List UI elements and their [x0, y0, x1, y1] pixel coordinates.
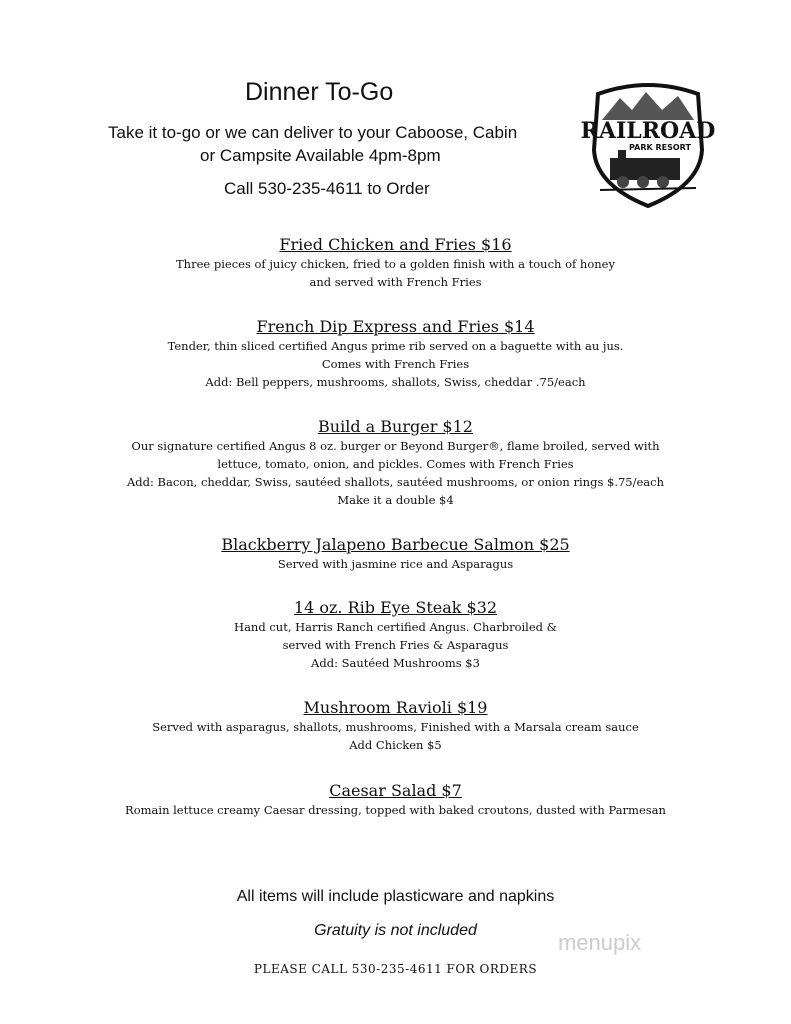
menu-item-description: Add: Bacon, cheddar, Swiss, sautéed shallots, sautéed mushrooms, or onion rings $.75/each	[127, 475, 664, 489]
menu-item-description: Three pieces of juicy chicken, fried to a golden finish with a touch of honey	[176, 257, 615, 271]
menu-item	[0, 781, 791, 819]
menu-item-title: Build a Burger $12	[318, 417, 473, 436]
menu-item-description: and served with French Fries	[309, 275, 482, 289]
menu-item	[0, 598, 791, 672]
gratuity-note: Gratuity is not included	[314, 922, 477, 939]
plasticware-note: All items will include plasticware and napkins	[236, 888, 555, 905]
menu-item-title: Mushroom Ravioli $19	[303, 698, 488, 717]
header-line-2: or Campsite Available 4pm-8pm	[200, 146, 441, 165]
menu-item-title: 14 oz. Rib Eye Steak $32	[293, 598, 498, 617]
menu-item-description: Add: Sautéed Mushrooms $3	[311, 656, 480, 670]
menu-item-description: Make it a double $4	[337, 493, 454, 507]
menu-item-description: Our signature certified Angus 8 oz. burger or Beyond Burger®, flame broiled, served with	[131, 439, 660, 453]
menu-item-description: Served with jasmine rice and Asparagus	[277, 557, 514, 571]
logo-text: RAILROAD	[580, 118, 716, 144]
menu-item-description: Tender, thin sliced certified Angus prime rib served on a baguette with au jus.	[167, 339, 624, 353]
menu-item-title: French Dip Express and Fries $14	[256, 317, 535, 336]
menu-item-description: Served with asparagus, shallots, mushrooms, Finished with a Marsala cream sauce	[152, 720, 639, 734]
menu-item-title: Caesar Salad $7	[329, 781, 462, 800]
menu-item	[0, 535, 791, 573]
menu-item-description: Hand cut, Harris Ranch certified Angus. Charbroiled &	[234, 620, 557, 634]
railroad-park-resort-logo	[580, 80, 716, 208]
menu-item-description: Add Chicken $5	[349, 738, 442, 752]
header-call: Call 530-235-4611 to Order	[224, 179, 430, 198]
watermark: menupix	[558, 930, 642, 955]
logo-subtext: PARK RESORT	[629, 143, 691, 152]
menu-item	[0, 698, 791, 754]
call-footer: PLEASE CALL 530-235-4611 FOR ORDERS	[253, 962, 538, 976]
menu-item-title: Fried Chicken and Fries $16	[279, 235, 512, 254]
menu-item-description: Comes with French Fries	[321, 357, 470, 371]
page-title: Dinner To-Go	[245, 78, 394, 106]
menu-item-description: Add: Bell peppers, mushrooms, shallots, Swiss, cheddar .75/each	[205, 375, 586, 389]
menu-item	[0, 317, 791, 391]
menu-item-title: Blackberry Jalapeno Barbecue Salmon $25	[221, 535, 570, 554]
header-line-1: Take it to-go or we can deliver to your Caboose, Cabin	[108, 123, 518, 142]
menu-item-description: Romain lettuce creamy Caesar dressing, topped with baked croutons, dusted with Parmesan	[125, 803, 666, 817]
menu-item	[0, 417, 791, 509]
menu-item-description: lettuce, tomato, onion, and pickles. Comes with French Fries	[217, 457, 574, 471]
menu-item-description: served with French Fries & Asparagus	[282, 638, 509, 652]
menu-item	[0, 235, 791, 291]
